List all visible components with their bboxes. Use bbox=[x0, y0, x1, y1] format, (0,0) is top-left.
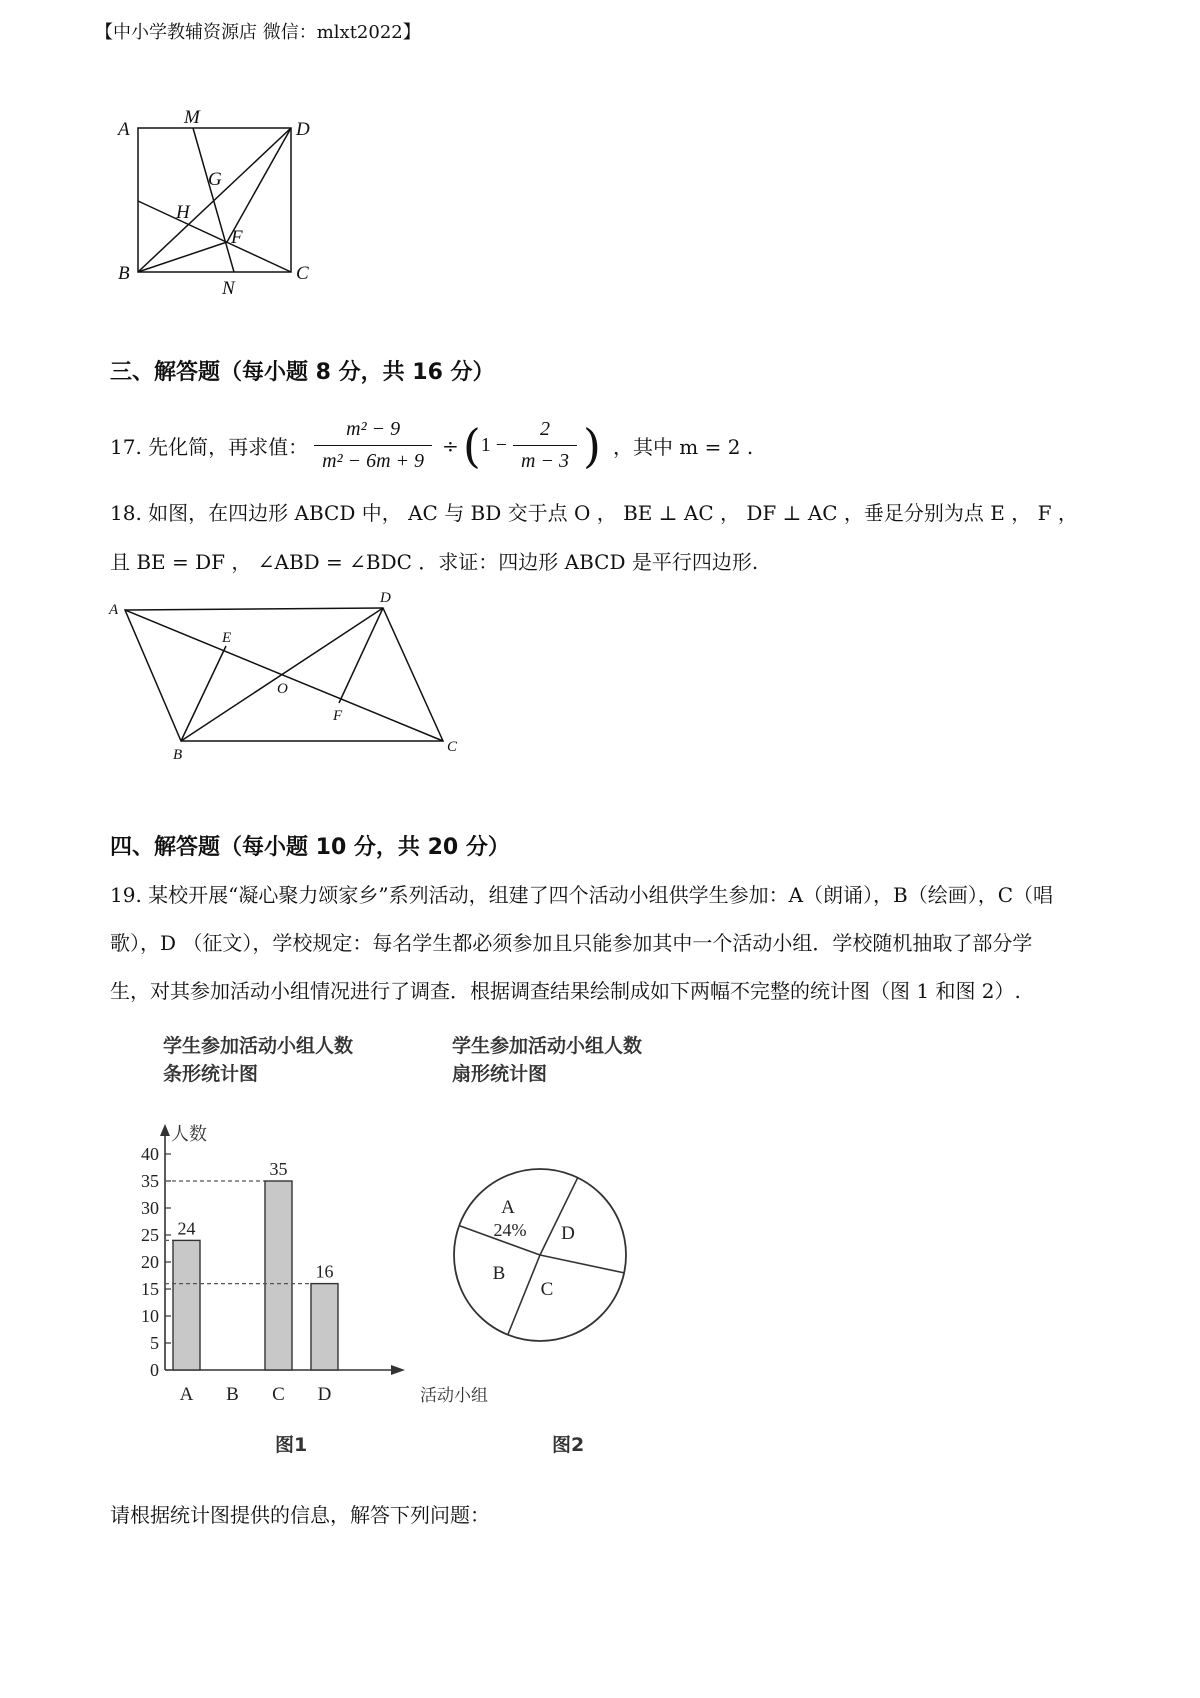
label-C: C bbox=[447, 739, 458, 755]
slice-label-A: A bbox=[501, 1197, 515, 1218]
x-axis-arrow bbox=[391, 1365, 405, 1375]
q17-fraction-2: $\frac{2}{m - 3}$ bbox=[513, 418, 577, 473]
bar-D bbox=[311, 1284, 338, 1370]
page-header: 【中小学教辅资源店 微信：mlxt2022】 bbox=[95, 22, 421, 43]
label-B: B bbox=[118, 263, 130, 284]
x-tick-label-D: D bbox=[317, 1384, 332, 1405]
q19-line-1: 19. 某校开展“凝心聚力颂家乡”系列活动，组建了四个活动小组供学生参加：A（朗诵），B（绘画），C（唱 bbox=[110, 883, 1054, 907]
y-axis-arrow bbox=[160, 1124, 170, 1136]
label-A: A bbox=[109, 602, 119, 618]
x-tick-label-B: B bbox=[226, 1384, 239, 1405]
q17-one-minus: 1 − bbox=[480, 434, 508, 456]
q18-line-2: 且 BE = DF ， ∠ABD = ∠BDC ．求证：四边形 ABCD 是平行四边形. bbox=[110, 550, 759, 574]
label-E: E bbox=[222, 630, 232, 646]
q17-prefix: 17. 先化简，再求值： bbox=[110, 435, 309, 459]
label-N: N bbox=[222, 278, 235, 299]
slice-label-B: B bbox=[492, 1263, 506, 1284]
x-tick-label-A: A bbox=[179, 1384, 194, 1405]
label-A: A bbox=[118, 119, 130, 140]
slice-label-C: C bbox=[540, 1279, 554, 1300]
slice-percent-A: 24% bbox=[493, 1220, 527, 1240]
label-B: B bbox=[173, 747, 183, 763]
label-H: H bbox=[176, 202, 190, 223]
bar-C bbox=[265, 1181, 292, 1370]
q18-line-1: 18. 如图，在四边形 ABCD 中， AC 与 BD 交于点 O ， BE ⊥ AC ， DF ⊥ AC ，垂足分别为点 E ， F ， bbox=[110, 501, 1078, 525]
y-tick-label: 20 bbox=[141, 1252, 159, 1272]
bar-chart bbox=[120, 1115, 488, 1415]
y-tick-label: 15 bbox=[141, 1279, 159, 1299]
data-label-A: 24 bbox=[177, 1218, 196, 1239]
bar-chart-title: 学生参加活动小组人数 条形统计图 bbox=[163, 1035, 354, 1085]
data-label-D: 16 bbox=[315, 1261, 334, 1282]
y-tick-label: 10 bbox=[141, 1306, 159, 1326]
q17-fraction-1: $\frac{\text{m² − 9}}{\text{m² − 6m + 9}}$ bbox=[314, 418, 432, 473]
pie-chart-title: 学生参加活动小组人数 扇形统计图 bbox=[452, 1035, 643, 1085]
section-title-4: 四、解答题（每小题 10 分，共 20 分） bbox=[110, 835, 510, 860]
q17-divide: ÷ bbox=[442, 433, 459, 458]
closing-text: 请根据统计图提供的信息，解答下列问题： bbox=[110, 1503, 490, 1527]
slice-divider bbox=[508, 1255, 540, 1335]
question-17: 17. 先化简，再求值： $\frac{\text{m² − 9}}{\text{m² − 6m + 9}}$ ÷ ( 1 − $\frac{2}{m - 3}$ ) ，其中 m = 2 . bbox=[110, 418, 754, 473]
q17-suffix: ，其中 m = 2 . bbox=[612, 435, 754, 459]
x-tick-label-C: C bbox=[272, 1384, 285, 1405]
q19-line-3: 生，对其参加活动小组情况进行了调查．根据调查结果绘制成如下两幅不完整的统计图（图 1 和图 2）. bbox=[110, 979, 1021, 1003]
parallelogram-figure bbox=[105, 590, 475, 763]
label-C: C bbox=[296, 263, 309, 284]
y-tick-label: 30 bbox=[141, 1198, 159, 1218]
y-tick-label: 35 bbox=[141, 1171, 159, 1191]
y-tick-label: 40 bbox=[141, 1144, 159, 1164]
q19-line-2: 歌），D （征文），学校规定：每名学生都必须参加且只能参加其中一个活动小组．学校随机抽取了部分学 bbox=[110, 931, 1033, 955]
label-G: G bbox=[208, 169, 222, 190]
figure-label-1: 图1 bbox=[275, 1434, 308, 1456]
slice-divider bbox=[540, 1255, 624, 1273]
x-axis-label: 活动小组 bbox=[420, 1386, 488, 1405]
label-M: M bbox=[184, 107, 200, 128]
section-title-3: 三、解答题（每小题 8 分，共 16 分） bbox=[110, 360, 495, 385]
label-D: D bbox=[380, 590, 391, 606]
square-figure bbox=[110, 105, 340, 315]
bar-A bbox=[173, 1240, 200, 1370]
figure-label-2: 图2 bbox=[552, 1434, 585, 1456]
data-label-C: 35 bbox=[269, 1159, 288, 1179]
y-axis-label: 人数 bbox=[171, 1124, 207, 1144]
slice-label-D: D bbox=[561, 1223, 575, 1244]
y-tick-label: 5 bbox=[150, 1333, 159, 1353]
label-F: F bbox=[333, 708, 343, 724]
y-tick-label: 25 bbox=[141, 1225, 159, 1245]
y-tick-label: 0 bbox=[150, 1360, 159, 1380]
label-F: F bbox=[231, 227, 243, 248]
label-D: D bbox=[296, 119, 310, 140]
pie-chart bbox=[440, 1155, 640, 1355]
label-O: O bbox=[277, 681, 288, 697]
